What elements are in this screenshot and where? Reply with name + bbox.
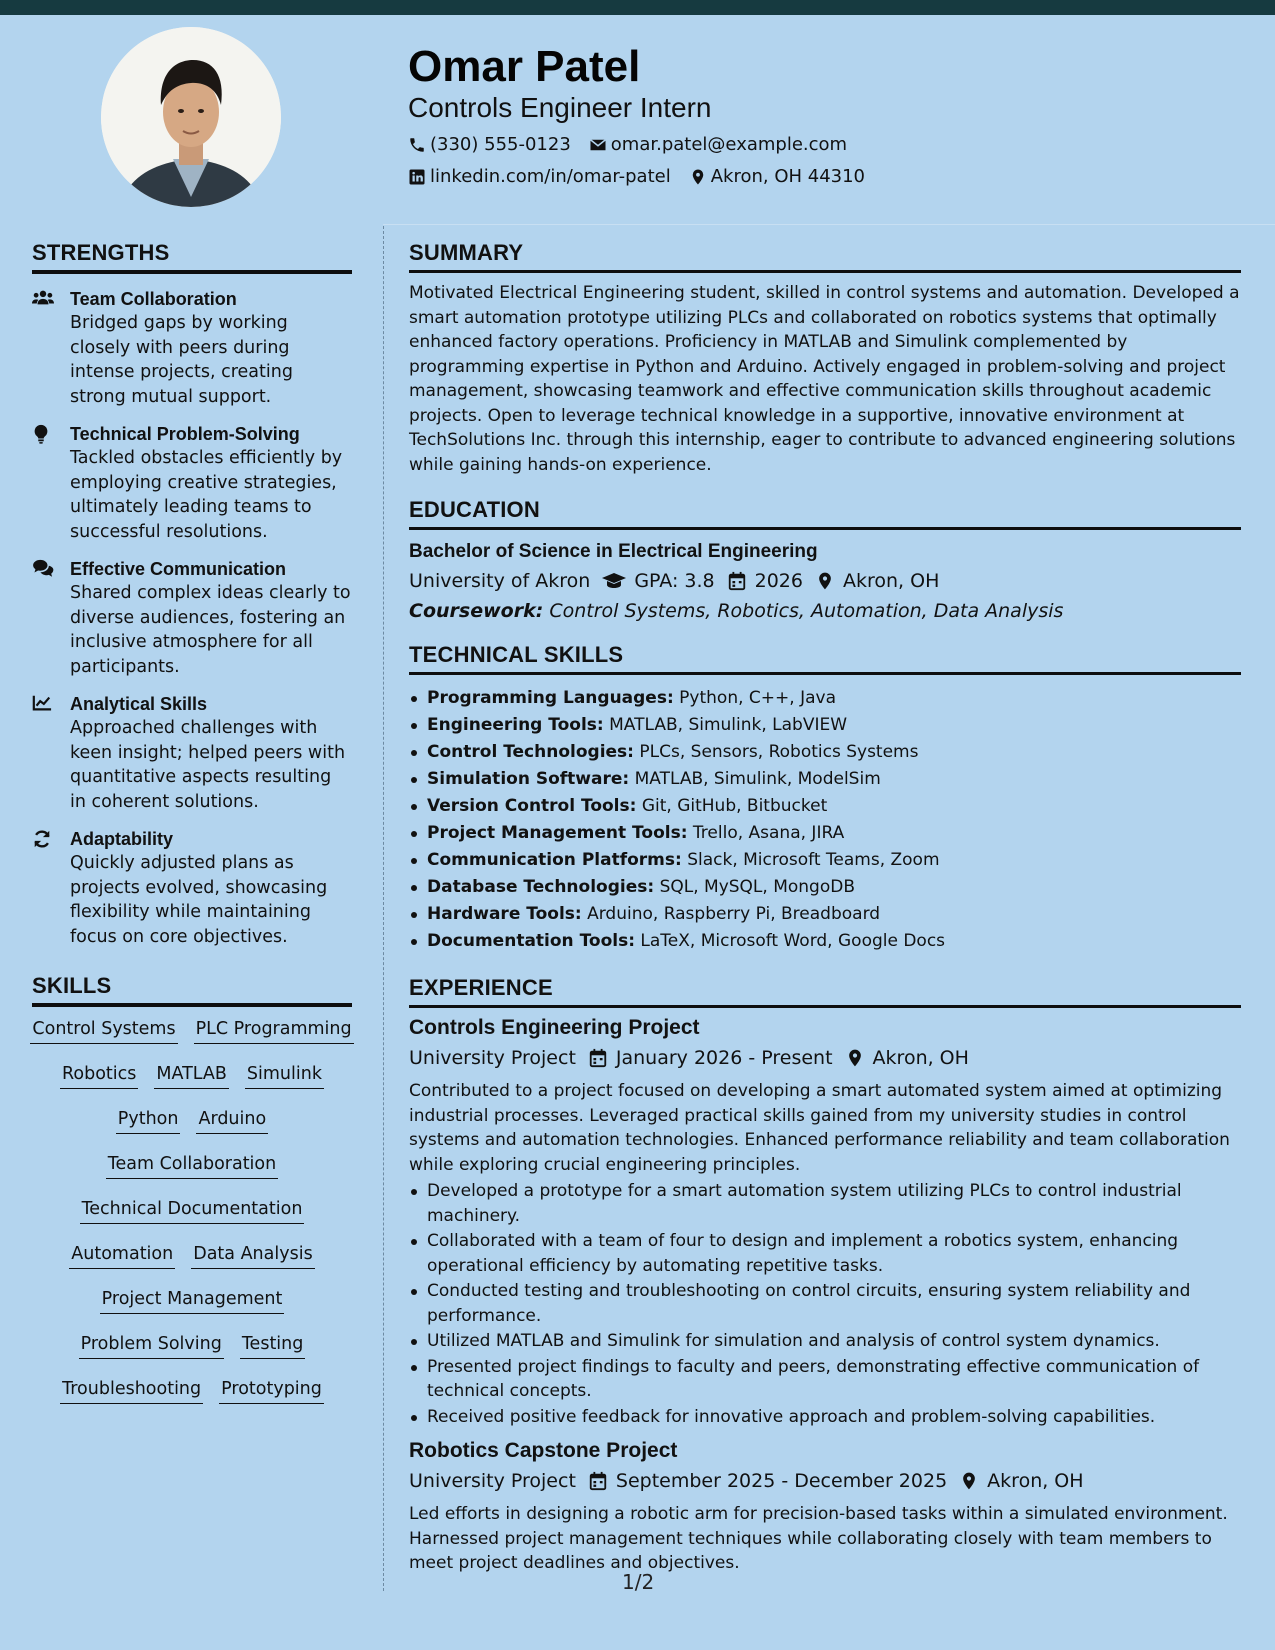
skill-tag: Project Management [100,1289,285,1314]
project-org: University Project [409,1470,576,1492]
summary-heading: SUMMARY [409,240,1241,273]
project-meta [409,1047,1241,1069]
lightbulb-icon [32,424,50,444]
strength-description: Shared complex ideas clearly to diverse audiences, fostering an inclusive atmosphere for all participants. [70,583,351,677]
skill-values: Git, GitHub, Bitbucket [641,796,828,816]
strength-description: Quickly adjusted plans as projects evolved, showcasing flexibility while maintaining focus on core objectives. [70,853,328,947]
technical-skills-heading: TECHNICAL SKILLS [409,642,1241,675]
skill-tag: Team Collaboration [106,1154,278,1179]
list-item [409,901,1241,928]
strength-title: Technical Problem-Solving [70,424,300,444]
project-meta [409,1470,1241,1492]
project-org: University Project [409,1047,576,1069]
sync-icon [32,829,52,849]
project-description: Contributed to a project focused on developing a smart automated system aimed at optimizing industrial processes. Leveraged practical skills gained from my university studies in control systems and automation technologies. Enhanced performance reliability and team collaboration while exploring crucial engineering principles. [409,1081,1230,1175]
skill-tag: Arduino [196,1109,268,1134]
list-item [409,928,1241,955]
skill-category: Engineering Tools: [427,715,604,735]
coursework-list: Control Systems, Robotics, Automation, Data Analysis [549,600,1064,622]
skill-tag: Testing [240,1334,306,1359]
list-item [409,739,1241,766]
project-bullets [409,1179,1241,1429]
calendar-icon [588,1048,608,1068]
strength-title: Effective Communication [70,559,287,579]
list-item [409,847,1241,874]
list-item [409,685,1241,712]
skills-heading: SKILLS [32,973,352,1007]
strength-item [32,692,352,814]
comments-icon [32,559,54,577]
location-text: Akron, OH 44310 [710,166,866,187]
strength-title: Analytical Skills [70,694,208,714]
list-item: Collaborated with a team of four to design and implement a robotics system, enhancing operational efficiency by automating repetitive tasks. [409,1229,1241,1278]
list-item [409,793,1241,820]
strength-title: Adaptability [70,829,174,849]
phone-text: (330) 555-0123 [430,134,571,155]
skill-tag: MATLAB [154,1064,229,1089]
column-divider [383,226,384,1591]
strength-item [32,422,352,544]
school-location: Akron, OH [842,570,940,592]
skill-values: Trello, Asana, JIRA [692,823,845,843]
skill-category: Project Management Tools: [427,823,688,843]
gpa-text: GPA: 3.8 [634,570,715,592]
email-text: omar.patel@example.com [610,134,848,155]
skill-tag: Prototyping [219,1379,324,1404]
calendar-icon [588,1471,608,1491]
linkedin-icon [408,168,426,186]
page-number: 1/2 [622,1570,655,1594]
skill-category: Simulation Software: [427,769,630,789]
strengths-heading: STRENGTHS [32,240,352,274]
coursework-line [409,600,1241,622]
experience-heading: EXPERIENCE [409,975,1241,1008]
list-item [409,712,1241,739]
skills-list [32,1019,352,1424]
skill-category: Documentation Tools: [427,931,636,951]
contact-line-2 [408,166,883,187]
strength-item [32,287,352,409]
map-pin-icon [689,168,707,186]
skill-values: Slack, Microsoft Teams, Zoom [687,850,940,870]
coursework-label: Coursework: [409,600,544,622]
project-dates: January 2026 - Present [615,1047,833,1069]
project-dates: September 2025 - December 2025 [615,1470,948,1492]
candidate-name: Omar Patel [408,42,641,91]
profile-photo [101,27,281,207]
strength-description: Tackled obstacles efficiently by employing creative strategies, ultimately leading teams to successful resolutions. [70,448,343,542]
strength-description: Bridged gaps by working closely with peers during intense projects, creating strong mutual support. [70,313,293,407]
phone-icon [408,136,426,154]
list-item [409,820,1241,847]
top-bar [0,0,1275,15]
skill-values: PLCs, Sensors, Robotics Systems [639,742,919,762]
skill-category: Database Technologies: [427,877,655,897]
email-contact[interactable] [589,134,847,155]
right-column [409,240,1241,1576]
strength-item [32,827,352,949]
phone-contact[interactable] [408,134,571,155]
education-heading: EDUCATION [409,497,1241,530]
list-item: Utilized MATLAB and Simulink for simulation and analysis of control system dynamics. [409,1329,1241,1354]
strength-title: Team Collaboration [70,289,237,309]
skill-tag: Control Systems [30,1019,177,1044]
strength-item [32,557,352,679]
graduation-year: 2026 [754,570,803,592]
summary-text: Motivated Electrical Engineering student, skilled in control systems and automation. Developed a smart automation prototype utilizing PLCs and collaborated on robotics systems that optimally enhanced factory operations. Proficiency in MATLAB and Simulink complemented by programming expertise in Python and Arduino. Actively engaged in problem-solving and project management, showcasing teamwork and effective communication skills throughout academic projects. Open to leverage technical knowledge in a supportive, innovative environment at TechSolutions Inc. through this internship, eager to contribute to advanced engineering solutions while gaining hands-on experience. [409,283,1240,475]
candidate-title: Controls Engineer Intern [408,92,712,123]
skill-tag: Data Analysis [191,1244,314,1269]
skill-values: LaTeX, Microsoft Word, Google Docs [640,931,946,951]
list-item [409,874,1241,901]
skill-tag: Troubleshooting [60,1379,203,1404]
calendar-icon [727,571,747,591]
graduation-cap-icon [602,571,626,591]
project-title: Controls Engineering Project [409,1016,700,1039]
map-pin-icon [815,571,835,591]
skill-values: Python, C++, Java [679,688,836,708]
skill-category: Communication Platforms: [427,850,682,870]
project-location: Akron, OH [987,1470,1084,1492]
header-divider [383,224,1275,225]
map-pin-icon [845,1048,865,1068]
skill-tag: Simulink [245,1064,324,1089]
skill-tag: Technical Documentation [80,1199,305,1224]
skill-values: Arduino, Raspberry Pi, Breadboard [587,904,881,924]
skill-tag: Python [116,1109,181,1134]
list-item: Conducted testing and troubleshooting on control circuits, ensuring system reliability and performance. [409,1279,1241,1328]
skill-tag: Automation [69,1244,175,1269]
skill-tag: PLC Programming [194,1019,354,1044]
map-pin-icon [959,1471,979,1491]
envelope-icon [589,136,607,154]
location-contact [689,166,865,187]
degree-title: Bachelor of Science in Electrical Engineering [409,541,818,562]
skill-tag: Problem Solving [79,1334,224,1359]
school-name: University of Akron [409,570,591,592]
skill-category: Control Technologies: [427,742,634,762]
chart-line-icon [32,694,52,712]
project-description: Led efforts in designing a robotic arm for precision-based tasks within a simulated environment. Harnessed project management techniques while collaborating closely with team members to meet project deadlines and objectives. [409,1504,1228,1573]
left-column [32,240,352,1424]
skill-tag: Robotics [60,1064,138,1089]
linkedin-text: linkedin.com/in/omar-patel [430,166,671,187]
list-item: Received positive feedback for innovative approach and problem-solving capabilities. [409,1405,1241,1430]
skill-values: MATLAB, Simulink, ModelSim [634,769,881,789]
strength-description: Approached challenges with keen insight; helped peers with quantitative aspects resulting in coherent solutions. [70,718,346,812]
education-meta [409,570,1241,592]
technical-skills-list [409,685,1241,955]
users-icon [32,289,54,307]
skill-values: MATLAB, Simulink, LabVIEW [609,715,848,735]
list-item: Presented project findings to faculty and peers, demonstrating effective communication of technical concepts. [409,1355,1241,1404]
skill-category: Programming Languages: [427,688,674,708]
project-location: Akron, OH [872,1047,969,1069]
contact-line-1 [408,134,865,155]
list-item [409,766,1241,793]
list-item: Developed a prototype for a smart automation system utilizing PLCs to control industrial machinery. [409,1179,1241,1228]
skill-category: Version Control Tools: [427,796,637,816]
linkedin-contact[interactable] [408,166,671,187]
skill-values: SQL, MySQL, MongoDB [659,877,855,897]
skill-category: Hardware Tools: [427,904,582,924]
project-title: Robotics Capstone Project [409,1439,678,1462]
